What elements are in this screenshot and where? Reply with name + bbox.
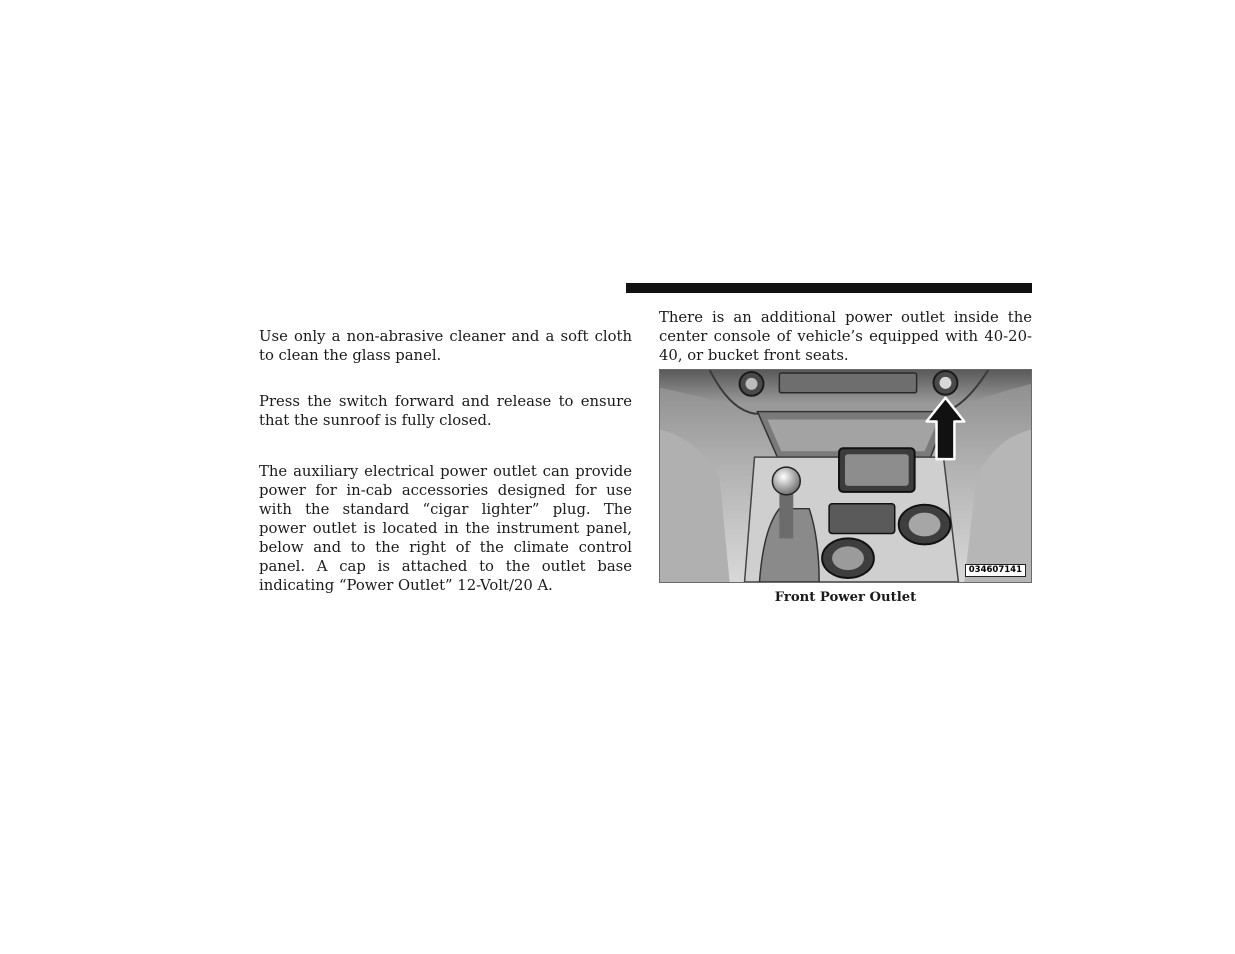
- body-paragraph: The auxiliary electrical power outlet can provide power for in-cab accessories designed for use with the standard “cigar lighter” plug. The power outlet is located in the instrument panel, below and to the right of the climate control panel. A cap is attached to the outlet base indicating “Power Outlet” 12-Volt/20 A.: [259, 463, 632, 594]
- body-paragraph: Press the switch forward and release to ensure that the sunroof is fully closed.: [259, 393, 632, 429]
- section-header-rule: [626, 283, 1032, 293]
- front-power-outlet-illustration: [659, 369, 1032, 583]
- body-paragraph: There is an additional power outlet inside the center console of vehicle’s equipped with 40-20-40, or bucket front seats.: [659, 309, 1032, 364]
- body-paragraph: Use only a non-abrasive cleaner and a soft cloth to clean the glass panel.: [259, 328, 632, 364]
- figure-code-label: 034607141: [965, 564, 1026, 577]
- figure-caption: Front Power Outlet: [774, 590, 917, 605]
